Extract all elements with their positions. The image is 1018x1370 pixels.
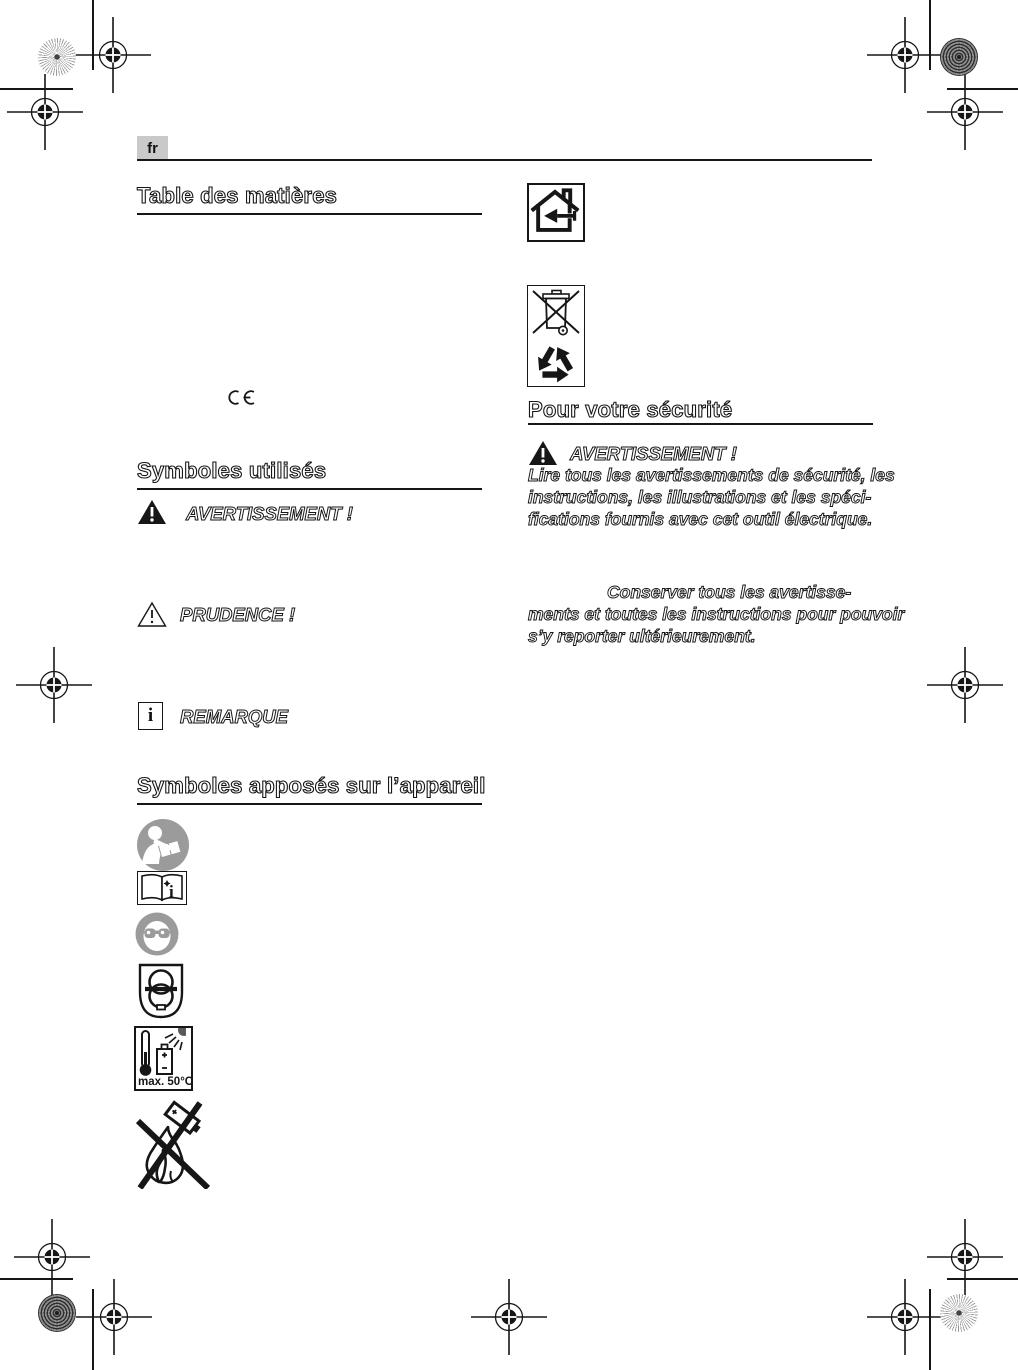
- no-fire-battery-icon: [128, 1093, 220, 1189]
- temperature-limit-icon: [134, 1026, 193, 1091]
- disposal-symbols-frame: [527, 285, 585, 387]
- registration-target-icon: [925, 72, 1005, 152]
- text-line: ments et toutes les instructions pour pouvoir: [528, 604, 905, 625]
- temperature-label: max. 50°C: [138, 1076, 194, 1088]
- info-box-icon: [138, 702, 163, 730]
- eye-protection-icon: [135, 912, 179, 956]
- registration-target-icon: [5, 72, 85, 152]
- heading-underline: [137, 213, 482, 215]
- text-line: instructions, les illustrations et les spéci-: [528, 487, 872, 508]
- crop-mark: [929, 0, 931, 70]
- symbols-on-device-heading: Symboles apposés sur l’appareil: [137, 773, 486, 798]
- warning-triangle-filled-icon: [137, 499, 167, 526]
- crop-mark: [947, 88, 1018, 90]
- instruction-book-icon: [137, 871, 187, 905]
- note-label: REMARQUE: [180, 706, 288, 727]
- language-badge: [137, 136, 168, 160]
- weee-crossed-bin-icon: [528, 286, 584, 338]
- color-control-starburst-icon: [940, 1294, 978, 1332]
- toc-heading: Table des matières: [137, 183, 338, 208]
- safety-warning-paragraph: [528, 464, 895, 531]
- color-control-patch-icon: [940, 38, 978, 76]
- warning-triangle-filled-icon: [528, 440, 558, 467]
- language-badge-label: fr: [147, 139, 158, 157]
- registration-target-icon: [925, 645, 1005, 725]
- caution-label: PRUDENCE !: [180, 604, 296, 625]
- recycling-icon: [531, 340, 579, 384]
- color-control-starburst-icon: [38, 38, 76, 76]
- text-line: fications fournis avec cet outil électrique.: [528, 509, 873, 530]
- registration-target-icon: [73, 15, 153, 95]
- crop-mark: [0, 1278, 73, 1280]
- keep-instructions-paragraph: [528, 581, 904, 648]
- safety-transformer-icon: [137, 962, 185, 1020]
- symbols-used-heading: Symboles utilisés: [137, 458, 327, 483]
- info-glyph: i: [147, 705, 154, 726]
- heading-underline: [137, 803, 482, 805]
- indoor-use-only-icon: [527, 183, 585, 242]
- registration-target-icon: [865, 1277, 945, 1357]
- registration-target-icon: [469, 1277, 549, 1357]
- warning-triangle-outline-icon: [137, 601, 167, 628]
- crop-mark: [92, 0, 94, 70]
- crop-mark: [929, 1289, 931, 1370]
- svg-text:i: i: [169, 882, 174, 901]
- warning-label: AVERTISSEMENT !: [186, 503, 353, 524]
- text-line: Lire tous les avertissements de sécurité, les: [528, 465, 895, 485]
- registration-target-icon: [74, 1277, 154, 1357]
- crop-mark: [92, 1289, 94, 1370]
- crop-mark: [947, 1278, 1018, 1280]
- ce-mark-icon: [228, 389, 256, 406]
- registration-target-icon: [14, 645, 94, 725]
- crop-mark: [0, 88, 73, 90]
- text-line: s’y reporter ultérieurement.: [528, 626, 756, 647]
- header-rule: [137, 159, 872, 161]
- safety-heading: Pour votre sécurité: [528, 397, 733, 422]
- heading-underline: [137, 488, 482, 490]
- warning-label: AVERTISSEMENT !: [570, 443, 737, 464]
- text-line: Conserver tous les avertisse-: [607, 582, 852, 602]
- color-control-patch-icon: [38, 1294, 76, 1332]
- heading-underline: [528, 423, 873, 425]
- read-manual-icon: [136, 818, 190, 872]
